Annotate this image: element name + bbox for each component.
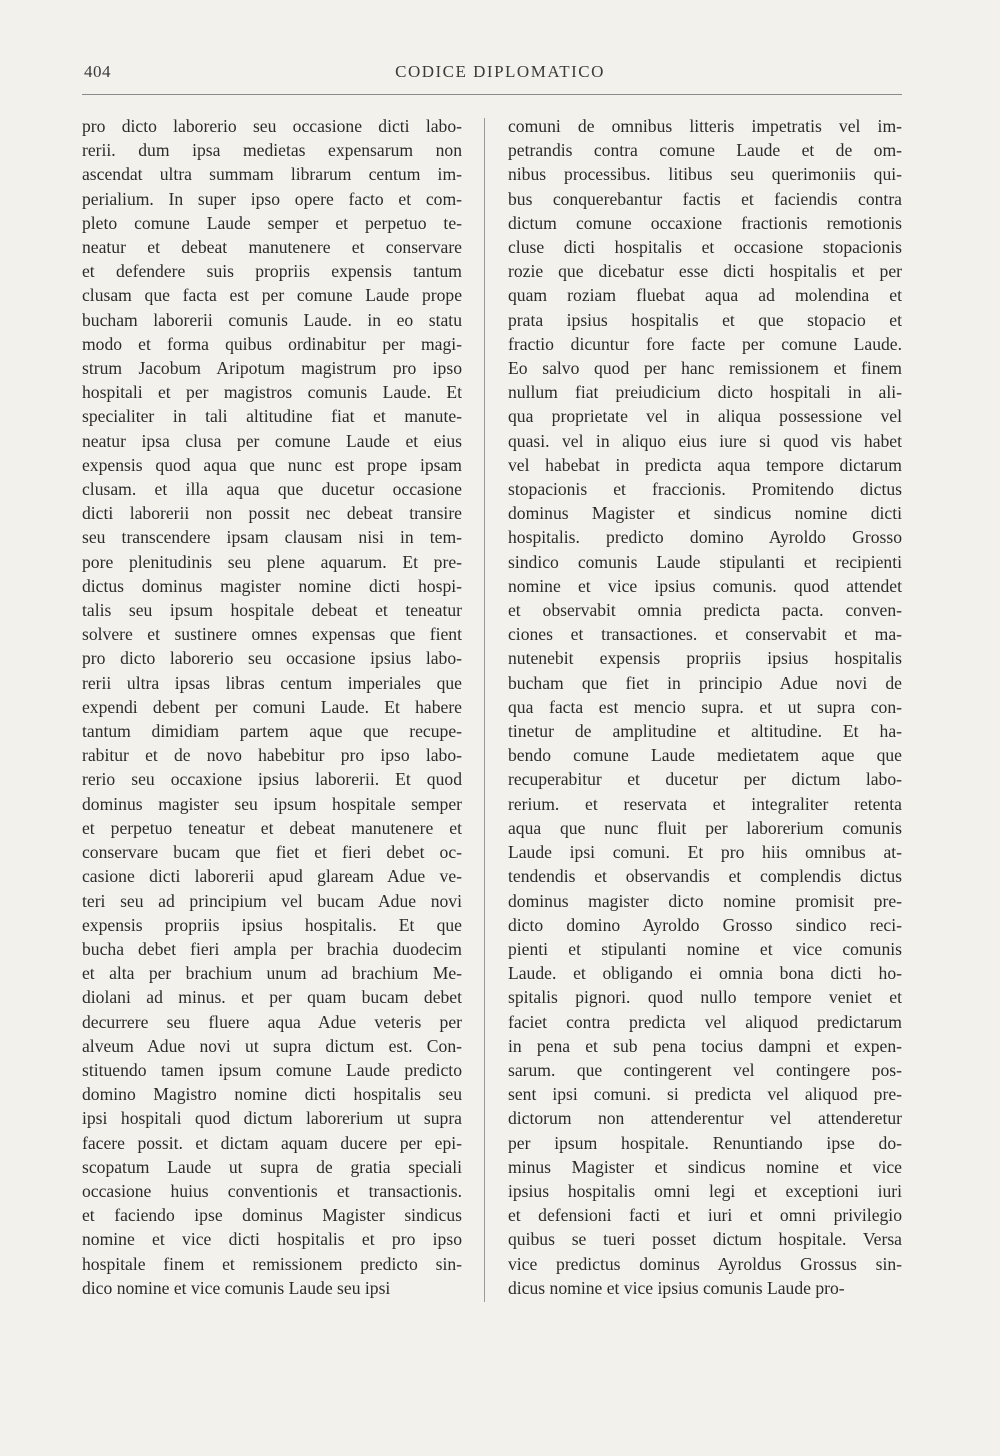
text-line: expensis propriis ipsius hospitalis. Et que — [82, 914, 462, 935]
text-line: teri seu ad principium vel bucam Adue novi — [82, 890, 462, 911]
text-line: scopatum Laude ut supra de gratia speciali — [82, 1156, 462, 1177]
text-line: hospitalis. predicto domino Ayroldo Grosso — [508, 527, 902, 548]
text-line: decurrere seu fluere aqua Adue veteris per — [82, 1011, 462, 1032]
text-line: quasi. vel in aliquo eius iure si quod vis habet — [508, 430, 902, 451]
text-line: qua facta est mencio supra. et ut supra con- — [508, 696, 902, 717]
text-line: alveum Adue novi ut supra dictum est. Con- — [82, 1035, 462, 1056]
text-line: bucham laborerii comunis Laude. in eo statu — [82, 309, 462, 330]
text-line: stituendo tamen ipsum comune Laude predicto — [82, 1059, 462, 1080]
right-column — [508, 114, 902, 1300]
text-line: dictum comune occaxione fractionis remotionis — [508, 212, 902, 233]
text-line: conservare bucam que fiet et fieri debet oc- — [82, 842, 462, 863]
text-line: vice predictus dominus Ayroldus Grossus sin- — [508, 1253, 902, 1274]
text-line: nullum fiat preiudicium dicto hospitali in ali- — [508, 382, 902, 403]
text-line: tendendis et observandis et complendis dictus — [508, 866, 902, 887]
text-line: dicus nomine et vice ipsius comunis Laude pro- — [508, 1277, 845, 1298]
text-line: Laude ipsi comuni. Et pro hiis omnibus at- — [508, 842, 902, 863]
text-line: ipsius hospitalis omni legi et exceptioni iuri — [508, 1180, 902, 1201]
text-line: domino Magistro nomine dicti hospitalis seu — [82, 1084, 462, 1105]
text-line: bus conquerebantur factis et faciendis contra — [508, 188, 902, 209]
column-divider — [484, 118, 485, 1302]
text-line: solvere et sustinere omnes expensas que fient — [82, 624, 462, 645]
text-line: faciet contra predicta vel aliquod predictarum — [508, 1011, 902, 1032]
text-line: rozie que dicebatur esse dicti hospitalis et per — [508, 261, 902, 282]
text-line: comuni de omnibus litteris impetratis vel im- — [508, 116, 902, 136]
text-line: nutenebit expensis propriis ipsius hospitalis — [508, 648, 902, 669]
text-line: Eo salvo quod per hanc remissionem et finem — [508, 358, 902, 379]
text-line: ipsi hospitali quod dictum laborerium ut supra — [82, 1108, 462, 1129]
text-line: hospitali et per magistros comunis Laude. Et — [82, 382, 462, 403]
text-line: diolani ad minus. et per quam bucam debet — [82, 987, 462, 1008]
text-line: nibus processibus. litibus seu querimoniis qui- — [508, 164, 902, 185]
text-line: et faciendo ipse dominus Magister sindicus — [82, 1205, 462, 1226]
text-line: clusam que facta est per comune Laude prope — [82, 285, 462, 306]
text-line: et alta per brachium unum ad brachium Me- — [82, 963, 462, 984]
text-line: pleto comune Laude semper et perpetuo te- — [82, 212, 462, 233]
text-line: et observabit omnia predicta pacta. conven- — [508, 600, 902, 621]
text-line: dicto domino Ayroldo Grosso sindico reci- — [508, 914, 902, 935]
text-line: perialium. In super ipso opere facto et com- — [82, 188, 462, 209]
text-line: strum Jacobum Aripotum magistrum pro ipso — [82, 358, 462, 379]
text-line: facere possit. et dictam aquam ducere per epi- — [82, 1132, 462, 1153]
text-line: rerii. dum ipsa medietas expensarum non — [82, 140, 462, 161]
text-line: hospitale finem et remissionem predicto sin- — [82, 1253, 462, 1274]
text-line: bendo comune Laude medietatem aque que — [508, 745, 902, 766]
text-line: in pena et sub pena tocius dampni et expen- — [508, 1035, 902, 1056]
text-line: pro dicto laborerio seu occasione ipsius labo- — [82, 648, 462, 669]
text-line: et perpetuo teneatur et debeat manutenere et — [82, 817, 462, 838]
text-line: dico nomine et vice comunis Laude seu ipsi — [82, 1277, 391, 1298]
text-line: expendi debent per comuni Laude. Et habere — [82, 696, 462, 717]
text-line: seu transcendere ipsam clausam nisi in tem- — [82, 527, 462, 548]
text-line: quibus se tueri posset dictum hospitale. Versa — [508, 1229, 902, 1250]
text-line: pienti et stipulanti nomine et vice comunis — [508, 938, 902, 959]
text-line: Laude. et obligando ei omnia bona dicti ho- — [508, 963, 902, 984]
text-line: specialiter in tali altitudine fiat et manute- — [82, 406, 462, 427]
text-line: dictorum non attenderentur vel attenderetur — [508, 1108, 902, 1129]
page-number: 404 — [84, 62, 111, 81]
header-rule — [82, 94, 902, 95]
text-line: ciones et transactiones. et conservabit et ma- — [508, 624, 902, 645]
text-line: rabitur et de novo habebitur pro ipso labo- — [82, 745, 462, 766]
text-line: modo et forma quibus ordinabitur per magi- — [82, 333, 462, 354]
text-line: ascendat ultra summam librarum centum im- — [82, 164, 462, 185]
text-line: minus Magister et sindicus nomine et vice — [508, 1156, 902, 1177]
text-line: dictus dominus magister nomine dicti hospi- — [82, 575, 462, 596]
text-line: rerio seu occaxione ipsius laborerii. Et quod — [82, 769, 462, 790]
text-line: qua proprietate vel in aliqua possessione vel — [508, 406, 902, 427]
text-line: cluse dicti hospitalis et occasione stopacionis — [508, 237, 902, 258]
text-line: rerii ultra ipsas libras centum imperiales que — [82, 672, 462, 693]
text-line: casione dicti laborerii apud glaream Adue ve- — [82, 866, 462, 887]
text-line: stopacionis et fraccionis. Promitendo dictus — [508, 479, 902, 500]
text-line: neatur ipsa clusa per comune Laude et eius — [82, 430, 462, 451]
text-line: tantum dimidiam partem aque que recupe- — [82, 721, 462, 742]
text-line: dominus magister seu ipsum hospitale semper — [82, 793, 462, 814]
left-column — [82, 114, 462, 1300]
text-line: sindico comunis Laude stipulanti et recipienti — [508, 551, 902, 572]
text-line: talis seu ipsum hospitale debeat et teneatur — [82, 600, 462, 621]
text-line: dominus magister dicto nomine promisit pre- — [508, 890, 902, 911]
text-line: prata ipsius hospitalis et que stopacio et — [508, 309, 902, 330]
text-line: nomine et vice dicti hospitalis et pro ipso — [82, 1229, 462, 1250]
text-line: recuperabitur et ducetur per dictum labo- — [508, 769, 902, 790]
text-line: bucham que fiet in principio Adue novi de — [508, 672, 902, 693]
text-line: rerium. et reservata et integraliter retenta — [508, 793, 902, 814]
text-line: vel habebat in predicta aqua tempore dictarum — [508, 454, 902, 475]
text-line: occasione huius conventionis et transactionis. — [82, 1180, 462, 1201]
text-line: nomine et vice ipsius comunis. quod attendet — [508, 575, 902, 596]
text-line: petrandis contra comune Laude et de om- — [508, 140, 902, 161]
text-line: neatur et debeat manutenere et conservare — [82, 237, 462, 258]
text-line: et defensioni facti et iuri et omni privilegio — [508, 1205, 902, 1226]
text-line: dicti laborerii non possit nec debeat transire — [82, 503, 462, 524]
text-line: bucha debet fieri ampla per brachia duodecim — [82, 938, 462, 959]
text-line: dominus Magister et sindicus nomine dicti — [508, 503, 902, 524]
text-line: sarum. que contingerent vel contingere pos- — [508, 1059, 902, 1080]
text-line: expensis quod aqua que nunc est prope ipsam — [82, 454, 462, 475]
text-line: fractio dicuntur fore facte per comune Laude. — [508, 333, 902, 354]
text-line: sent ipsi comuni. si predicta vel aliquod pre- — [508, 1084, 902, 1105]
text-line: aqua que nunc fluit per laborerium comunis — [508, 817, 902, 838]
text-line: tinetur de amplitudine et altitudine. Et ha- — [508, 721, 902, 742]
running-head: CODICE DIPLOMATICO — [395, 62, 605, 81]
text-line: spitalis pignori. quod nullo tempore veniet et — [508, 987, 902, 1008]
text-line: per ipsum hospitale. Renuntiando ipse do- — [508, 1132, 902, 1153]
text-line: quam roziam fluebat aqua ad molendina et — [508, 285, 902, 306]
text-line: pore plenitudinis seu plene aquarum. Et pre- — [82, 551, 462, 572]
text-line: et defendere suis propriis expensis tantum — [82, 261, 462, 282]
text-line: clusam. et illa aqua que ducetur occasione — [82, 479, 462, 500]
text-line: pro dicto laborerio seu occasione dicti labo- — [82, 116, 462, 136]
